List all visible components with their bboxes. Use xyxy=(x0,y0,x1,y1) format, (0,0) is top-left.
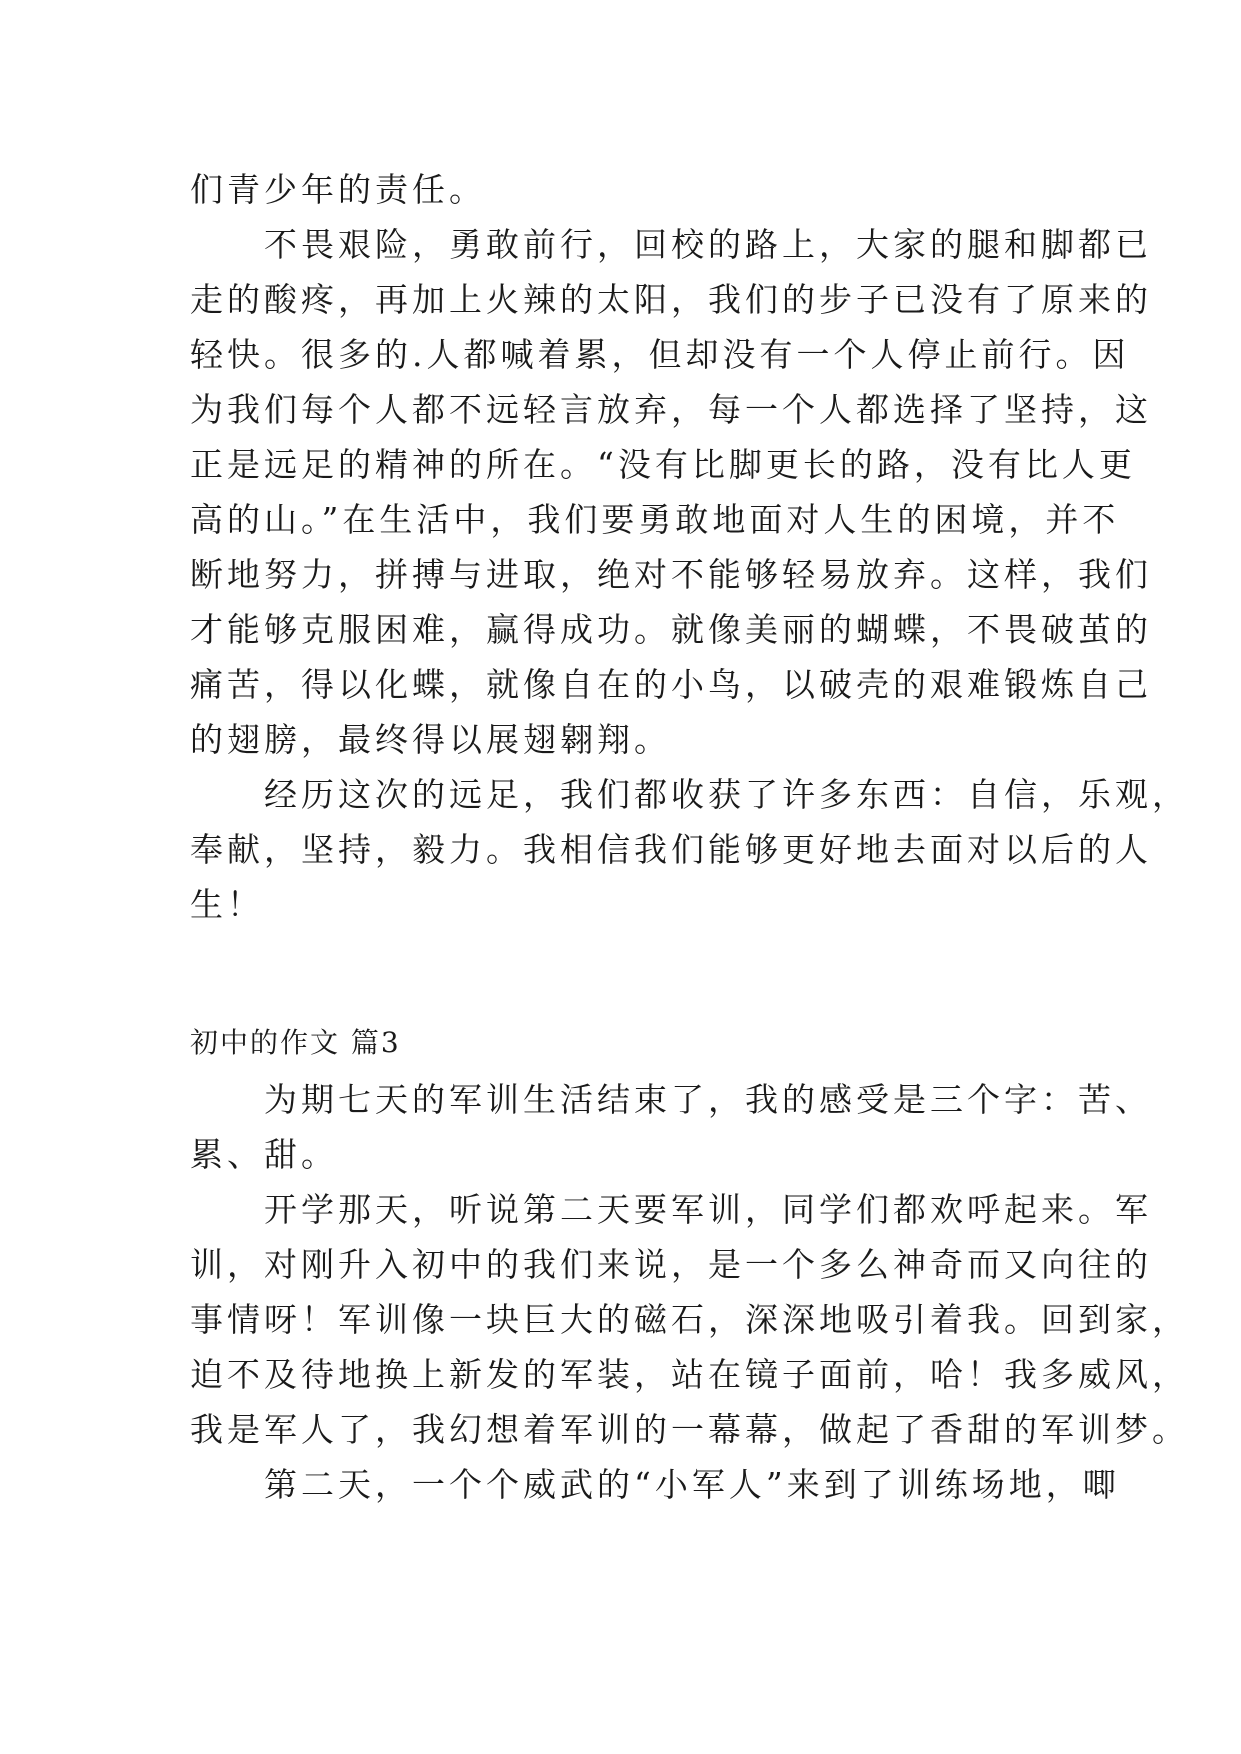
text-line: 痛苦，得以化蝶，就像自在的小鸟，以破壳的艰难锻炼自己 xyxy=(190,665,1152,704)
text-line: 经历这次的远足，我们都收获了许多东西：自信，乐观， xyxy=(190,775,1189,814)
text-line: 的翅膀，最终得以展翅翱翔。 xyxy=(190,720,671,759)
text-line: 事情呀！军训像一块巨大的磁石，深深地吸引着我。回到家， xyxy=(190,1300,1189,1339)
text-line: 训，对刚升入初中的我们来说，是一个多么神奇而又向往的 xyxy=(190,1245,1152,1284)
text-line: 才能够克服困难，赢得成功。就像美丽的蝴蝶，不畏破茧的 xyxy=(190,610,1152,649)
text-line: 们青少年的责任。 xyxy=(190,170,486,209)
text-line: 奉献，坚持，毅力。我相信我们能够更好地去面对以后的人 xyxy=(190,830,1152,869)
text-line: 为期七天的军训生活结束了，我的感受是三个字：苦、 xyxy=(190,1080,1152,1119)
text-line: 高的山。”在生活中，我们要勇敢地面对人生的困境，并不 xyxy=(190,500,1120,539)
text-line: 第二天，一个个威武的“小军人”来到了训练场地，唧 xyxy=(190,1465,1120,1504)
text-line: 迫不及待地换上新发的军装，站在镜子面前，哈！我多威风， xyxy=(190,1355,1189,1394)
text-line: 正是远足的精神的所在。“没有比脚更长的路，没有比人更 xyxy=(190,445,1136,484)
text-line: 我是军人了，我幻想着军训的一幕幕，做起了香甜的军训梦。 xyxy=(190,1410,1189,1449)
text-line: 轻快。很多的.人都喊着累，但却没有一个人停止前行。因 xyxy=(190,335,1130,374)
text-line: 开学那天，听说第二天要军训，同学们都欢呼起来。军 xyxy=(190,1190,1152,1229)
section-title: 初中的作文 篇3 xyxy=(190,1026,401,1059)
text-line: 累、甜。 xyxy=(190,1135,338,1174)
text-line: 为我们每个人都不远轻言放弃，每一个人都选择了坚持，这 xyxy=(190,390,1152,429)
text-line: 走的酸疼，再加上火辣的太阳，我们的步子已没有了原来的 xyxy=(190,280,1152,319)
text-line: 生！ xyxy=(190,885,264,924)
text-line: 不畏艰险，勇敢前行，回校的路上，大家的腿和脚都已 xyxy=(190,225,1152,264)
text-line: 断地努力，拼搏与进取，绝对不能够轻易放弃。这样，我们 xyxy=(190,555,1152,594)
